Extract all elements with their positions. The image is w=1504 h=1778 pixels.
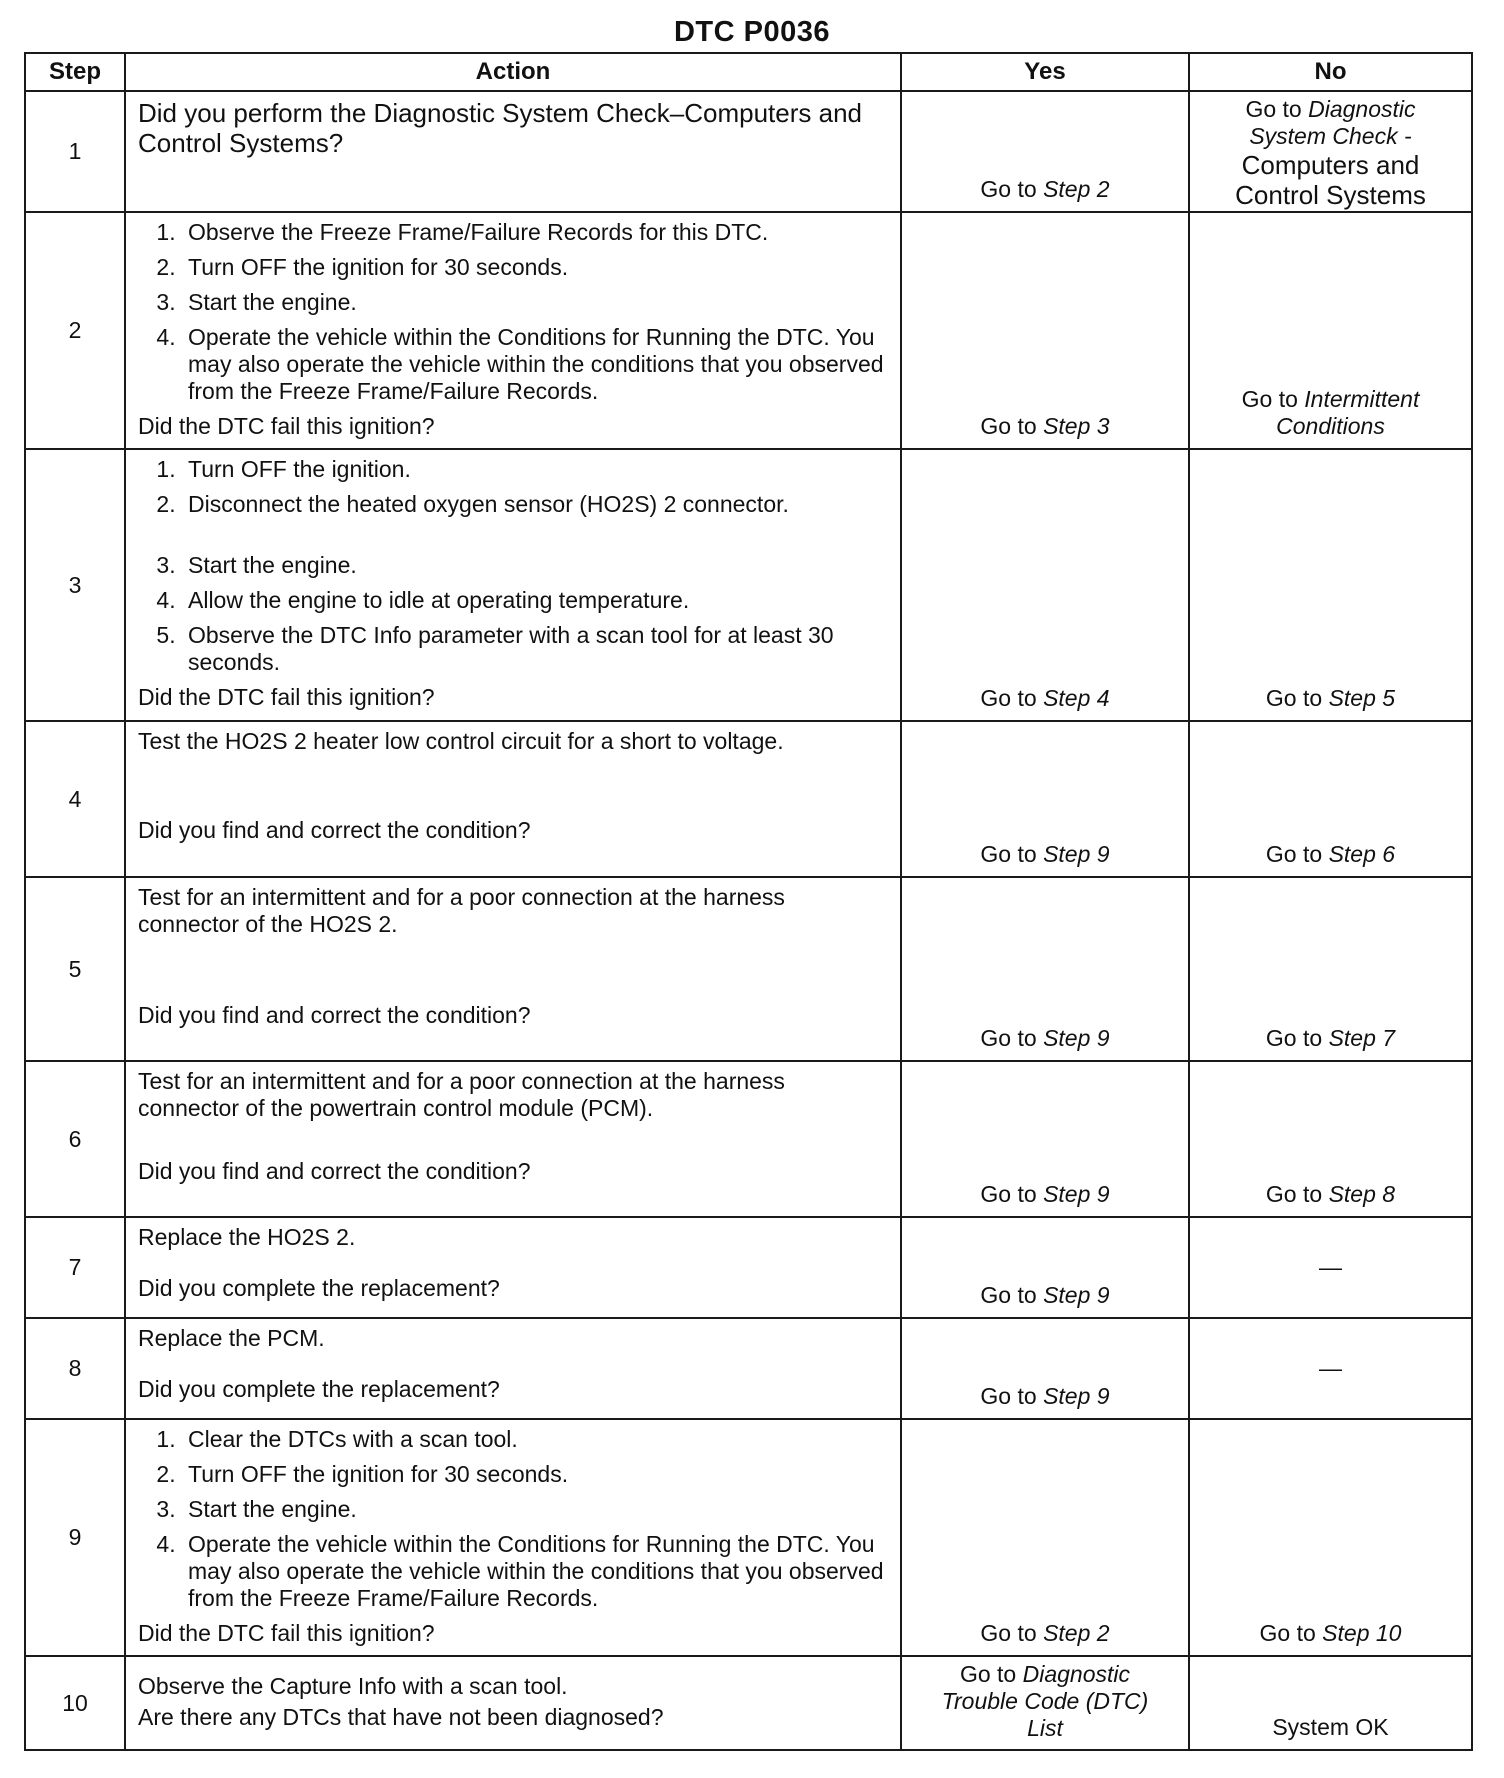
table-row xyxy=(25,721,1472,877)
action-question: Did you find and correct the condition? xyxy=(138,1158,531,1184)
header-yes: Yes xyxy=(901,53,1189,91)
go-to-text: Go to xyxy=(980,841,1037,867)
table-row xyxy=(25,212,1472,449)
no-target: Step 8 xyxy=(1328,1181,1396,1207)
go-to-text: Go to xyxy=(1241,386,1298,412)
action-question: Did you complete the replacement? xyxy=(138,1376,500,1402)
no-target: Conditions xyxy=(1276,413,1385,439)
no-target: Control Systems xyxy=(1235,180,1426,210)
step-number: 8 xyxy=(25,1318,125,1419)
go-to-text: Go to xyxy=(980,1383,1037,1409)
list-item: 1. Observe the Freeze Frame/Failure Records for this DTC. xyxy=(182,219,888,246)
step-number: 4 xyxy=(25,721,125,877)
yes-cell xyxy=(901,1318,1189,1419)
yes-cell xyxy=(901,1061,1189,1217)
table-row xyxy=(25,1419,1472,1656)
no-target: Computers and xyxy=(1241,150,1420,180)
go-to-text: Go to xyxy=(980,1282,1037,1308)
list-item: 4. Allow the engine to idle at operating temperature. xyxy=(182,587,888,614)
yes-target: Step 4 xyxy=(1043,685,1110,711)
page-title: DTC P0036 xyxy=(673,16,830,48)
no-target: Step 10 xyxy=(1322,1620,1402,1646)
list-item: 3. Start the engine. xyxy=(182,552,888,579)
action-cell xyxy=(125,877,901,1061)
no-cell xyxy=(1189,449,1472,721)
no-target: System Check - xyxy=(1249,123,1412,149)
yes-target: Trouble Code (DTC) xyxy=(941,1688,1149,1714)
action-intro: Replace the PCM. xyxy=(138,1325,325,1351)
step-number: 7 xyxy=(25,1217,125,1318)
step-number: 6 xyxy=(25,1061,125,1217)
go-to-text: Go to xyxy=(1259,1620,1316,1646)
action-question: Are there any DTCs that have not been diagnosed? xyxy=(138,1704,664,1730)
action-intro: Replace the HO2S 2. xyxy=(138,1224,356,1250)
action-intro: Observe the Capture Info with a scan tool. xyxy=(138,1673,568,1699)
action-question: Did you find and correct the condition? xyxy=(138,817,531,843)
action-intro: Test for an intermittent and for a poor connection at the harness connector of the powertrain control module (PCM). xyxy=(138,1068,785,1121)
step-number: 3 xyxy=(25,449,125,721)
no-cell: — xyxy=(1189,1318,1472,1419)
list-item: 4. Operate the vehicle within the Conditions for Running the DTC. You may also operate the vehicle within the conditions that you observed from the Freeze Frame/Failure Records. xyxy=(182,1531,888,1612)
yes-cell xyxy=(901,721,1189,877)
action-cell xyxy=(125,449,901,721)
no-target: Step 7 xyxy=(1328,1025,1396,1051)
table-header-row xyxy=(25,53,1472,91)
go-to-text: Go to xyxy=(980,1181,1037,1207)
yes-target: Step 2 xyxy=(1043,1620,1110,1646)
go-to-text: Go to xyxy=(980,1025,1037,1051)
yes-target: Step 2 xyxy=(1043,176,1110,202)
yes-cell xyxy=(901,1656,1189,1750)
go-to-text: Go to xyxy=(980,413,1037,439)
list-item: 2. Disconnect the heated oxygen sensor (HO2S) 2 connector. xyxy=(182,491,888,518)
list-item: 3. Start the engine. xyxy=(182,1496,888,1523)
table-row xyxy=(25,1318,1472,1419)
action-intro: Test the HO2S 2 heater low control circuit for a short to voltage. xyxy=(138,728,784,754)
no-target: Step 5 xyxy=(1328,685,1396,711)
list-item: 1. Turn OFF the ignition. xyxy=(182,456,888,483)
table-row xyxy=(25,1656,1472,1750)
no-cell xyxy=(1189,721,1472,877)
list-item: 2. Turn OFF the ignition for 30 seconds. xyxy=(182,254,888,281)
action-cell xyxy=(125,1217,901,1318)
action-cell xyxy=(125,1656,901,1750)
list-item: 2. Turn OFF the ignition for 30 seconds. xyxy=(182,1461,888,1488)
list-item: 4. Operate the vehicle within the Conditions for Running the DTC. You may also operate the vehicle within the conditions that you observed from the Freeze Frame/Failure Records. xyxy=(182,324,888,405)
yes-target: Step 3 xyxy=(1043,413,1110,439)
step-number: 2 xyxy=(25,212,125,449)
list-item: 5. Observe the DTC Info parameter with a scan tool for at least 30 seconds. xyxy=(182,622,888,676)
go-to-text: Go to xyxy=(980,176,1037,202)
table-row xyxy=(25,449,1472,721)
action-question: Did the DTC fail this ignition? xyxy=(138,684,435,710)
no-target: Intermittent xyxy=(1304,386,1420,412)
header-no: No xyxy=(1189,53,1472,91)
action-steps-list xyxy=(138,1426,888,1612)
action-steps-list xyxy=(138,219,888,405)
diagnostic-table xyxy=(24,52,1473,1751)
header-step: Step xyxy=(25,53,125,91)
action-intro: Did you perform the Diagnostic System Check–Computers and Control Systems? xyxy=(138,98,862,158)
table-row xyxy=(25,1217,1472,1318)
step-number: 5 xyxy=(25,877,125,1061)
yes-cell xyxy=(901,1419,1189,1656)
yes-cell xyxy=(901,877,1189,1061)
yes-target: Step 9 xyxy=(1043,1282,1110,1308)
go-to-text: Go to xyxy=(959,1661,1017,1687)
yes-target: Step 9 xyxy=(1043,1383,1110,1409)
action-steps-list xyxy=(138,456,888,676)
no-target: Step 6 xyxy=(1328,841,1396,867)
go-to-text: Go to xyxy=(1265,1181,1323,1207)
no-cell xyxy=(1189,877,1472,1061)
action-question: Did you complete the replacement? xyxy=(138,1275,500,1301)
action-cell xyxy=(125,1419,901,1656)
go-to-text: Go to xyxy=(1265,685,1323,711)
header-action: Action xyxy=(125,53,901,91)
yes-cell xyxy=(901,449,1189,721)
list-item: 1. Clear the DTCs with a scan tool. xyxy=(182,1426,888,1453)
step-number: 9 xyxy=(25,1419,125,1656)
table-row xyxy=(25,1061,1472,1217)
step-number: 1 xyxy=(25,91,125,212)
no-cell: System OK xyxy=(1189,1656,1472,1750)
go-to-text: Go to xyxy=(1265,841,1323,867)
action-cell xyxy=(125,721,901,877)
list-item: 3. Start the engine. xyxy=(182,289,888,316)
yes-target: Diagnostic xyxy=(1022,1661,1131,1687)
no-target: Diagnostic xyxy=(1308,96,1416,122)
go-to-text: Go to xyxy=(980,685,1037,711)
go-to-text: Go to xyxy=(1245,96,1302,122)
action-cell xyxy=(125,1318,901,1419)
action-cell xyxy=(125,212,901,449)
action-question: Did the DTC fail this ignition? xyxy=(138,413,435,439)
action-question: Did the DTC fail this ignition? xyxy=(138,1620,435,1646)
no-cell xyxy=(1189,212,1472,449)
table-row xyxy=(25,877,1472,1061)
no-cell xyxy=(1189,1419,1472,1656)
yes-target: Step 9 xyxy=(1043,841,1110,867)
action-question: Did you find and correct the condition? xyxy=(138,1002,531,1028)
yes-cell xyxy=(901,212,1189,449)
yes-target: Step 9 xyxy=(1043,1181,1110,1207)
yes-cell xyxy=(901,1217,1189,1318)
action-cell xyxy=(125,91,901,212)
action-cell xyxy=(125,1061,901,1217)
no-cell xyxy=(1189,1061,1472,1217)
yes-target: List xyxy=(1027,1715,1063,1741)
yes-cell xyxy=(901,91,1189,212)
step-number: 10 xyxy=(25,1656,125,1750)
go-to-text: Go to xyxy=(1265,1025,1323,1051)
action-intro: Test for an intermittent and for a poor connection at the harness connector of the HO2S 2. xyxy=(138,884,785,937)
table-row xyxy=(25,91,1472,212)
no-cell: — xyxy=(1189,1217,1472,1318)
no-cell xyxy=(1189,91,1472,212)
go-to-text: Go to xyxy=(980,1620,1037,1646)
yes-target: Step 9 xyxy=(1043,1025,1110,1051)
